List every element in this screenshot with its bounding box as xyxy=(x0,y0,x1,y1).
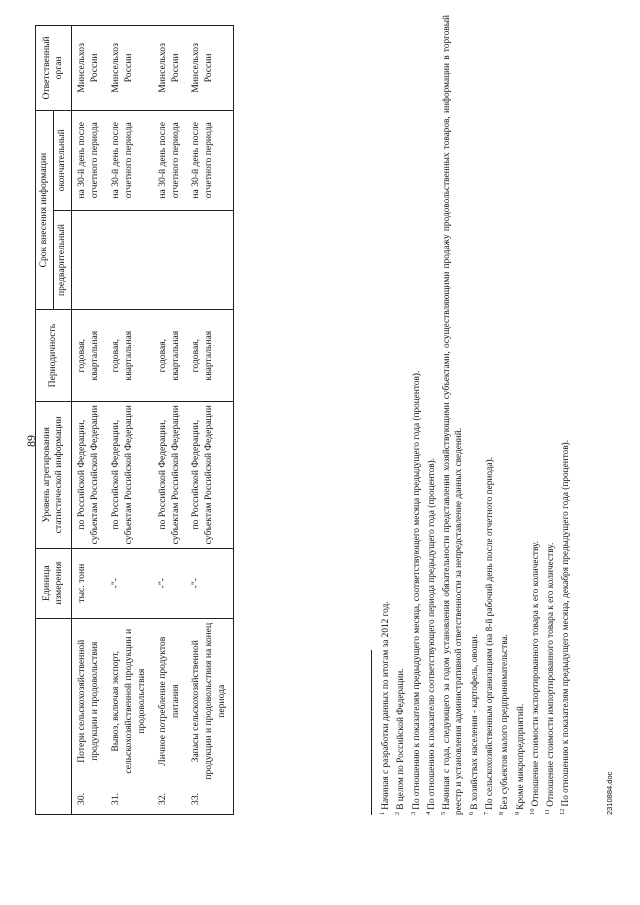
footnote xyxy=(392,15,407,815)
header-periodicity: Периодичность xyxy=(36,310,72,401)
footnote xyxy=(423,15,438,815)
header-unit: Единица измерения xyxy=(36,548,72,618)
footnote-mark: 7 xyxy=(482,811,490,815)
footnote-text: Отношение стоимости экспортированного товара к его количеству. xyxy=(530,540,541,807)
footnote xyxy=(481,15,496,815)
row-indicator: Запасы сельскохозяйственной продукции и продовольствия на конец периода xyxy=(186,618,233,784)
row-final: на 30-й день после отчетного периода xyxy=(106,110,153,210)
header-final: окончательный xyxy=(53,110,71,210)
footnote-mark: 2 xyxy=(394,811,402,815)
row-responsible: Минсельхоз России xyxy=(71,26,105,111)
row-periodicity: годовая, квартальная xyxy=(153,310,187,401)
footnote-mark: 10 xyxy=(528,808,536,815)
header-name xyxy=(36,618,72,814)
footnote-mark: 5 xyxy=(440,811,448,815)
footnote-mark: 12 xyxy=(559,808,567,815)
header-deadline: Срок внесения информации xyxy=(36,110,54,310)
table-row xyxy=(71,26,105,815)
row-unit: тыс. тонн xyxy=(71,548,105,618)
footnote-mark: 4 xyxy=(424,811,432,815)
footnotes xyxy=(377,15,573,815)
footnote-text: По сельскохозяйственным организациям (на 8-й рабочий день после отчетного периода). xyxy=(485,456,496,810)
footnote xyxy=(527,15,542,815)
row-responsible: Минсельхоз России xyxy=(153,26,187,111)
header-preliminary: предварительный xyxy=(53,210,71,310)
row-unit: -"- xyxy=(106,548,153,618)
row-indicator: Потери сельскохозяйственной продукции и продовольствия xyxy=(71,618,105,784)
row-final: на 30-й день после отчетного периода xyxy=(71,110,105,210)
row-unit: -"- xyxy=(153,548,187,618)
footnote xyxy=(542,15,557,815)
header-level: Уровень агрегирования статистической информации xyxy=(36,401,72,548)
row-level: по Российской Федерации, субъектам Российской Федерации xyxy=(153,401,187,548)
row-number: 31. xyxy=(106,784,153,815)
page-number: 89 xyxy=(24,435,38,447)
row-periodicity: годовая, квартальная xyxy=(186,310,233,401)
footnote xyxy=(377,15,392,815)
table-row xyxy=(106,26,153,815)
row-level: по Российской Федерации, субъектам Российской Федерации xyxy=(106,401,153,548)
footnote xyxy=(466,15,481,815)
footnote-mark: 6 xyxy=(467,811,475,815)
footnote xyxy=(512,15,527,815)
footnote-mark: 3 xyxy=(409,811,417,815)
row-indicator: Вывоз, включая экспорт, сельскохозяйственной продукции и продовольствия xyxy=(106,618,153,784)
footnote-mark: 9 xyxy=(513,811,521,815)
row-preliminary xyxy=(106,210,153,310)
row-level: по Российской Федерации, субъектам Российской Федерации xyxy=(71,401,105,548)
row-preliminary xyxy=(186,210,233,310)
row-responsible: Минсельхоз России xyxy=(106,26,153,111)
row-number: 32. xyxy=(153,784,187,815)
footnote xyxy=(408,15,423,815)
row-final: на 30-й день после отчетного периода xyxy=(186,110,233,210)
table-row xyxy=(186,26,233,815)
row-periodicity: годовая, квартальная xyxy=(106,310,153,401)
footnote-text: Начиная с года, следующего за годом установления обязательности представления хозяйствующими субъектами, осуществляющими продажу продовольственных товаров, информации в торговый реестр и установления административной ответственности за непредставление данных сведений. xyxy=(442,15,465,815)
statistics-table xyxy=(35,25,234,815)
header-responsible: Ответственный орган xyxy=(36,26,72,111)
footnote-mark: 8 xyxy=(498,811,506,815)
footnote-text: В целом по Российской Федерации. xyxy=(396,668,407,810)
footnote-text: Кроме микропредприятий. xyxy=(515,703,526,810)
footnote-text: В хозяйствах населения - картофель, овощи. xyxy=(469,634,480,810)
footnote-mark: 1 xyxy=(379,811,386,815)
row-level: по Российской Федерации, субъектам Российской Федерации xyxy=(186,401,233,548)
footnote-text: Начиная с разработки данных по итогам за 2012 год. xyxy=(381,601,392,810)
footnote-mark: 11 xyxy=(544,808,552,815)
footnote xyxy=(496,15,511,815)
footnote-text: По отношению к показателям предыдущего месяца, декабря предыдущего года (процентов). xyxy=(561,439,572,807)
row-number: 30. xyxy=(71,784,105,815)
row-responsible: Минсельхоз России xyxy=(186,26,233,111)
row-preliminary xyxy=(71,210,105,310)
row-unit: -"- xyxy=(186,548,233,618)
footnote-separator xyxy=(371,650,372,815)
document-id: 2310884.doc xyxy=(605,771,614,815)
row-final: на 30-й день после отчетного периода xyxy=(153,110,187,210)
footnote-text: По отношению к показателям предыдущего месяца, соответствующего месяца предыдущего года (процентов). xyxy=(411,370,422,810)
footnote xyxy=(557,15,572,815)
row-periodicity: годовая, квартальная xyxy=(71,310,105,401)
footnote xyxy=(438,15,466,815)
footnote-text: По отношению к показателю соответствующего периода предыдущего года (процентов). xyxy=(426,457,437,810)
table-row xyxy=(153,26,187,815)
row-number: 33. xyxy=(186,784,233,815)
footnote-text: Без субъектов малого предпринимательства. xyxy=(500,634,511,810)
footnote-text: Отношение стоимости импортированного товара к его количеству. xyxy=(546,542,557,807)
row-indicator: Личное потребление продуктов питания xyxy=(153,618,187,784)
row-preliminary xyxy=(153,210,187,310)
